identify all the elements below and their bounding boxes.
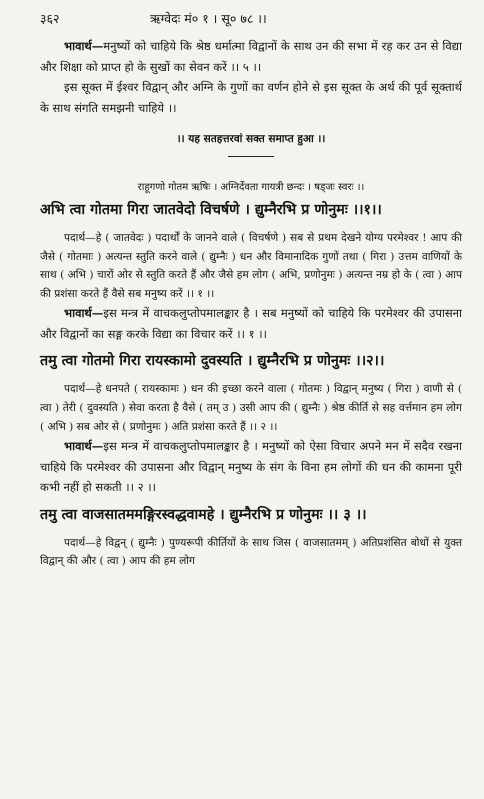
rishi-devata-line: राहूगणो गोतम ऋषिः । अग्निर्देवता गायत्री छन्दः । षड्जः स्वरः ।। <box>137 182 365 193</box>
bhavarth-label: भावार्थ— <box>64 39 104 53</box>
mantra-1-verse: अभि त्वा गोतमा गिरा जातवेदो विचर्षणे । द्युम्नैरभि प्र णोनुमः ।।१।। <box>40 202 382 218</box>
page-body <box>40 36 462 571</box>
mantra-2-verse: तमु त्वा गोतमो गिरा रायस्कामो दुवस्यति । द्युम्नैरभि प्र णोनुमः ।।२।। <box>40 353 385 370</box>
bhavarth-label: भावार्थ— <box>64 439 104 454</box>
sukta-summary: इस सूक्त में ईश्वर विद्वान् और अग्नि के गुणों का वर्णन होने से इस सूक्त के अर्थ की पूर्व सूक्तार्थ के साथ संगति समझनी चाहिये ।। <box>40 80 462 115</box>
bhavarth-text: मनुष्यों को चाहिये कि श्रेष्ठ धर्मात्मा विद्वानों के साथ उन की सभा में रह कर उन से विद्या और शिक्षा को प्राप्त हो के सुखों का सेवन करें ।। ५ ।। <box>40 39 462 74</box>
sukta-end-note: ।। यह सतहत्तरवां सक्त समाप्त हुआ ।। <box>176 133 326 145</box>
mantra-2-padarth <box>40 380 462 436</box>
mantra-2-bhavarth <box>40 436 462 498</box>
bhavarth-text: इस मन्त्र में वाचकलुप्तोपमालङ्कार है । सब मनुष्यों को चाहिये कि परमेश्वर की उपासना और विद्वानों का सङ्ग करके विद्या का विचार करें ।। १ ।। <box>40 306 462 341</box>
mantra-3-verse: तमु त्वा वाजसातममङ्गिरस्वद्धवामहे । द्युम्नैरभि प्र णोनुमः ।। ३ ।। <box>40 506 367 523</box>
padarth-text: हे धनपते ( रायस्कामः ) धन की इच्छा करने वाला ( गोतमः ) विद्वान् मनुष्य ( गिरा ) वाणी से ( त्वा ) तेरी ( दुवस्यति ) सेवा करता है वैसे ( तम् उ ) उसी आप की ( द्युम्नैः ) श्रेष्ठ कीर्ति से सह वर्त्तमान हम लोग ( अभि ) सब ओर से ( प्रणोनुमः ) अति प्रशंसा करते हैं ।। २ ।। <box>40 383 462 433</box>
intro-bhavarth <box>40 36 462 77</box>
running-title: ऋग्वेदः मं० १ । सू० ७८ ।। <box>150 11 267 26</box>
mantra-1-padarth <box>40 229 462 303</box>
padarth-text: हे विद्वन् ( द्युम्नैः ) पुण्यरूपी कीर्तियों के साथ जिस ( वाजसातमम् ) अतिप्रशंसित बोधों से युक्त विद्वान् की और ( त्वा ) आप की हम लोग <box>40 536 462 568</box>
page-header <box>40 10 460 28</box>
padarth-label: पदार्थ— <box>64 383 96 396</box>
padarth-label: पदार्थ— <box>64 232 96 244</box>
page-number: ३६२ <box>40 11 60 26</box>
padarth-label: पदार्थ— <box>64 536 96 549</box>
bhavarth-label: भावार्थ— <box>64 306 104 321</box>
mantra-1-bhavarth <box>40 303 462 344</box>
padarth-text: हे ( जातवेदः ) पदार्थों के जानने वाले ( विचर्षणे ) सब से प्रथम देखने योग्य परमेश्वर ! आप की जैसे ( गोतमाः ) अत्यन्त स्तुति करने वाले ( द्युम्नैः ) धन और विमानादिक गुणों तथा ( गिरा ) उत्तम वाणियों के साथ ( अभि ) चारों ओर से स्तुति करते हैं और जैसे हम लोग ( अभि, प्रणोनुमः ) अत्यन्त नम्र हो के ( त्वा ) आप की प्रशंसा करते हैं वैसे सब मनुष्य करें ।। १ ।। <box>40 232 462 300</box>
bhavarth-text: इस मन्त्र में वाचकलुप्तोपमालङ्कार है । मनुष्यों को ऐसा विचार अपने मन में सदैव रखना चाहिये कि परमेश्वर की उपासना और विद्वान् मनुष्य के संग के विना हम लोगों की धन की कामना पूरी कभी नहीं हो सकती ।। २ ।। <box>40 439 462 495</box>
mantra-3-padarth <box>40 534 462 571</box>
section-divider <box>228 156 274 157</box>
